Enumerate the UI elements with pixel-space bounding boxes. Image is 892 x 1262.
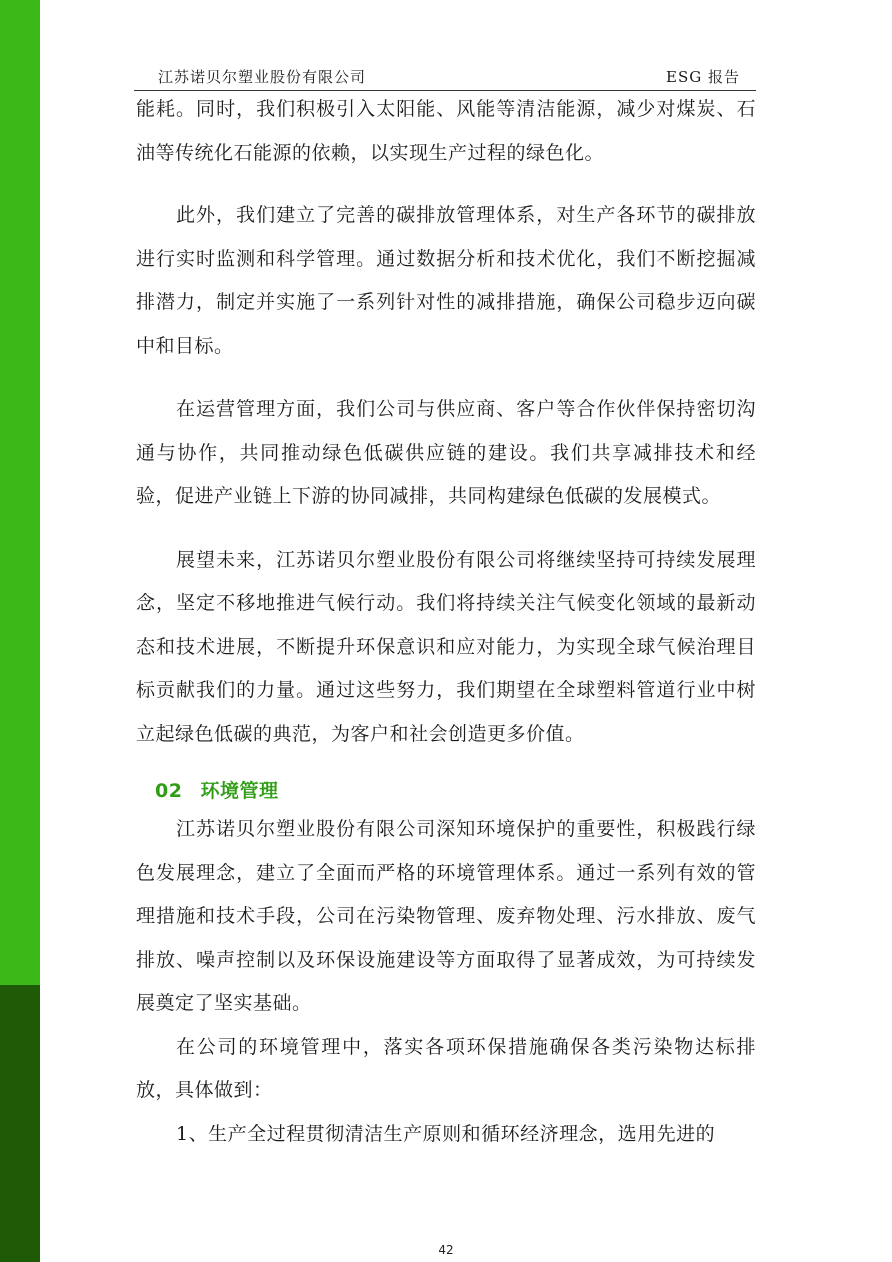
paragraph-carbon-management: 此外，我们建立了完善的碳排放管理体系，对生产各环节的碳排放进行实时监测和科学管理。通过数据分析和技术优化，我们不断挖掘减排潜力，制定并实施了一系列针对性的减排措施，确保公司稳步迈向碳中和目标。 <box>136 204 756 357</box>
paragraph-environment-measures: 在公司的环境管理中，落实各项环保措施确保各类污染物达标排放，具体做到： <box>136 1035 756 1101</box>
paragraph-supply-chain: 在运营管理方面，我们公司与供应商、客户等合作伙伴保持密切沟通与协作，共同推动绿色低碳供应链的建设。我们共享减排技术和经验，促进产业链上下游的协同减排，共同构建绿色低碳的发展模式。 <box>136 398 756 507</box>
page-header <box>134 64 756 91</box>
sidebar-accent-top <box>0 0 40 985</box>
header-company-name: 江苏诺贝尔塑业股份有限公司 <box>158 68 367 86</box>
section-heading <box>155 776 278 803</box>
paragraph-environment-intro: 江苏诺贝尔塑业股份有限公司深知环境保护的重要性，积极践行绿色发展理念，建立了全面而严格的环境管理体系。通过一系列有效的管理措施和技术手段，公司在污染物管理、废弃物处理、污水排放、废气排放、噪声控制以及环保设施建设等方面取得了显著成效，为可持续发展奠定了坚实基础。 <box>136 818 756 1014</box>
paragraph-continuation: 能耗。同时，我们积极引入太阳能、风能等清洁能源，减少对煤炭、石油等传统化石能源的依赖，以实现生产过程的绿色化。 <box>136 98 756 164</box>
sidebar-accent-bottom <box>0 985 40 1262</box>
body-text <box>136 88 756 756</box>
section-title: 环境管理 <box>200 780 279 802</box>
header-report-title: ESG 报告 <box>666 68 740 86</box>
section-body <box>136 808 756 1156</box>
paragraph-list-item-1: 1、生产全过程贯彻清洁生产原则和循环经济理念，选用先进的 <box>176 1122 716 1145</box>
paragraph-outlook: 展望未来，江苏诺贝尔塑业股份有限公司将继续坚持可持续发展理念，坚定不移地推进气候行动。我们将持续关注气候变化领域的最新动态和技术进展，不断提升环保意识和应对能力，为实现全球气候治理目标贡献我们的力量。通过这些努力，我们期望在全球塑料管道行业中树立起绿色低碳的典范，为客户和社会创造更多价值。 <box>136 548 756 745</box>
section-number: 02 <box>155 780 183 802</box>
page-number: 42 <box>438 1243 454 1257</box>
